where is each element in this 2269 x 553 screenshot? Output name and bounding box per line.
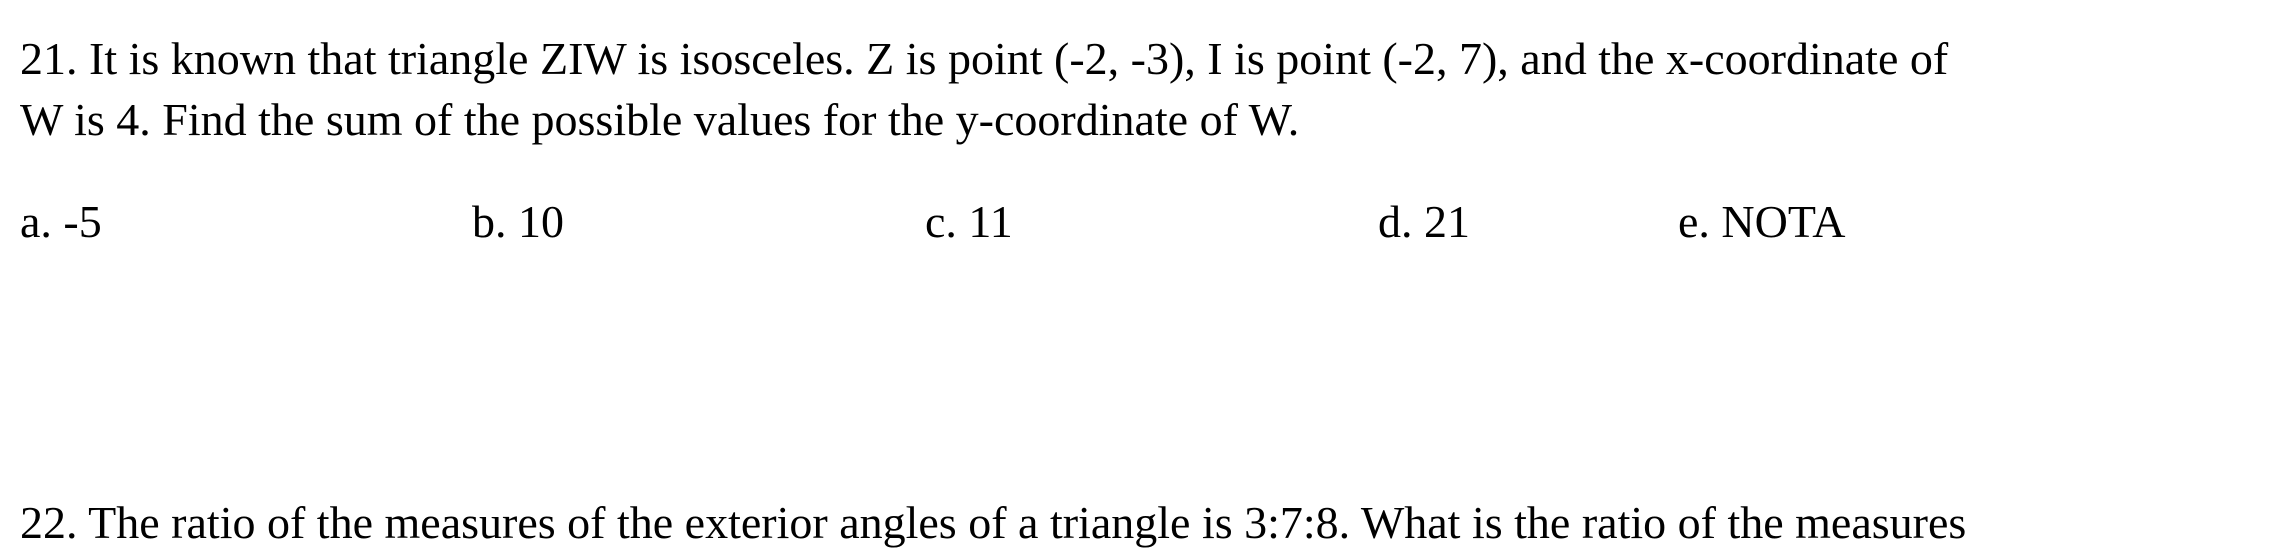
- choice-a: a. -5: [20, 196, 102, 247]
- choice-d: d. 21: [1378, 196, 1470, 247]
- answer-choices: [0, 192, 2269, 252]
- choice-c: c. 11: [925, 196, 1013, 247]
- choice-e: e. NOTA: [1678, 196, 1846, 247]
- question-22-text: 22. The ratio of the measures of the exterior angles of a triangle is 3:7:8. What is the ratio of the measures: [20, 497, 1967, 548]
- question-21-text-line-2: W is 4. Find the sum of the possible values for the y-coordinate of W.: [20, 94, 1300, 145]
- question-21-text: [20, 28, 2020, 150]
- choice-b: b. 10: [472, 196, 564, 247]
- question-21-text-line-1: 21. It is known that triangle ZIW is isosceles. Z is point (-2, -3), I is point (-2, 7), and the x-coordinate of: [20, 33, 1949, 84]
